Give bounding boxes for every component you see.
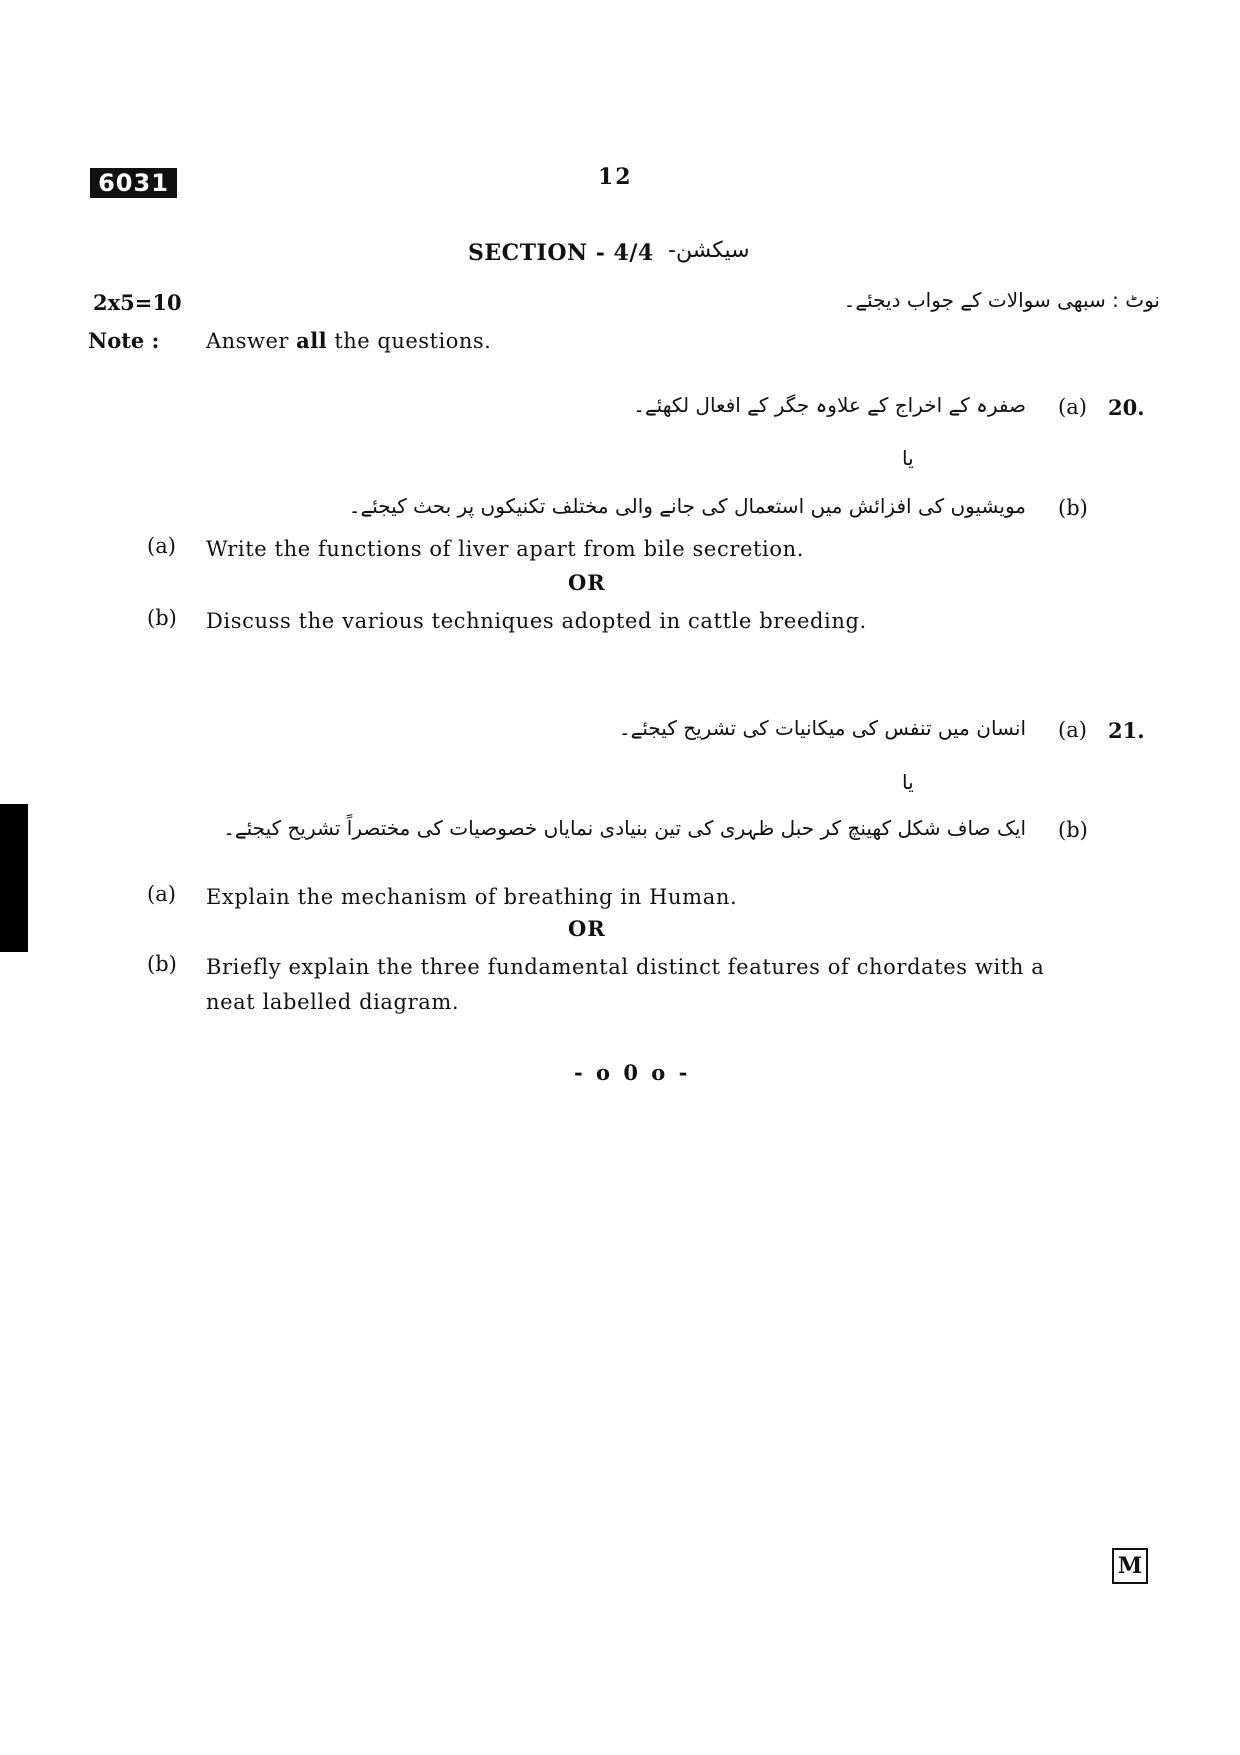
note-text-after: the questions. xyxy=(327,329,492,353)
q21-b-text-line1: Briefly explain the three fundamental distinct features of chordates with a xyxy=(206,955,1045,979)
q20-urdu-a-label: (a) xyxy=(1058,395,1087,419)
note-urdu: نوٹ : سبھی سوالات کے جواب دیجئے۔ xyxy=(843,288,1160,312)
q21-a-text: Explain the mechanism of breathing in Human. xyxy=(206,885,738,909)
section-marks: 2x5=10 xyxy=(93,290,182,315)
q20-urdu-or: یا xyxy=(902,446,914,470)
section-title: SECTION - 4/4 xyxy=(468,240,654,266)
q21-b-label: (b) xyxy=(147,952,177,976)
q20-urdu-b-label: (b) xyxy=(1058,496,1088,520)
q21-or: OR xyxy=(568,916,606,941)
q20-or: OR xyxy=(568,570,606,595)
q20-urdu-b-text: مویشیوں کی افزائش میں استعمال کی جانے والی مختلف تکنیکوں پر بحث کیجئے۔ xyxy=(348,494,1026,518)
q21-urdu-a-label: (a) xyxy=(1058,718,1087,742)
medium-stamp: M xyxy=(1112,1548,1148,1584)
q21-a-label: (a) xyxy=(147,882,176,906)
q21-urdu-a-text: انسان میں تنفس کی میکانیات کی تشریح کیجئے۔ xyxy=(618,716,1026,740)
q20-b-label: (b) xyxy=(147,606,177,630)
paper-code-badge: 6031 xyxy=(90,168,177,198)
q21-urdu-b-text: ایک صاف شکل کھینچ کر حبل ظہری کی تین بنیادی نمایاں خصوصیات کی مختصراً تشریح کیجئے۔ xyxy=(223,816,1026,840)
note-text-before: Answer xyxy=(206,329,297,353)
note-label: Note : xyxy=(88,328,160,353)
q20-urdu-a-text: صفرہ کے اخراج کے علاوہ جگر کے افعال لکھئے۔ xyxy=(633,393,1026,417)
q20-a-label: (a) xyxy=(147,534,176,558)
question-number-20: 20. xyxy=(1108,395,1145,420)
q21-urdu-b-label: (b) xyxy=(1058,818,1088,842)
q21-urdu-or: یا xyxy=(902,770,914,794)
q20-a-text: Write the functions of liver apart from bile secretion. xyxy=(206,537,804,561)
q21-b-text-line2: neat labelled diagram. xyxy=(206,990,460,1014)
note-text xyxy=(206,328,491,353)
side-marker-tab xyxy=(0,804,28,952)
section-title-urdu: سیکشن- xyxy=(668,238,750,263)
page-number: 12 xyxy=(598,164,633,190)
q20-b-text: Discuss the various techniques adopted in cattle breeding. xyxy=(206,609,867,633)
end-of-paper-mark: - o 0 o - xyxy=(574,1060,691,1085)
note-text-bold: all xyxy=(296,328,328,353)
question-number-21: 21. xyxy=(1108,718,1145,743)
